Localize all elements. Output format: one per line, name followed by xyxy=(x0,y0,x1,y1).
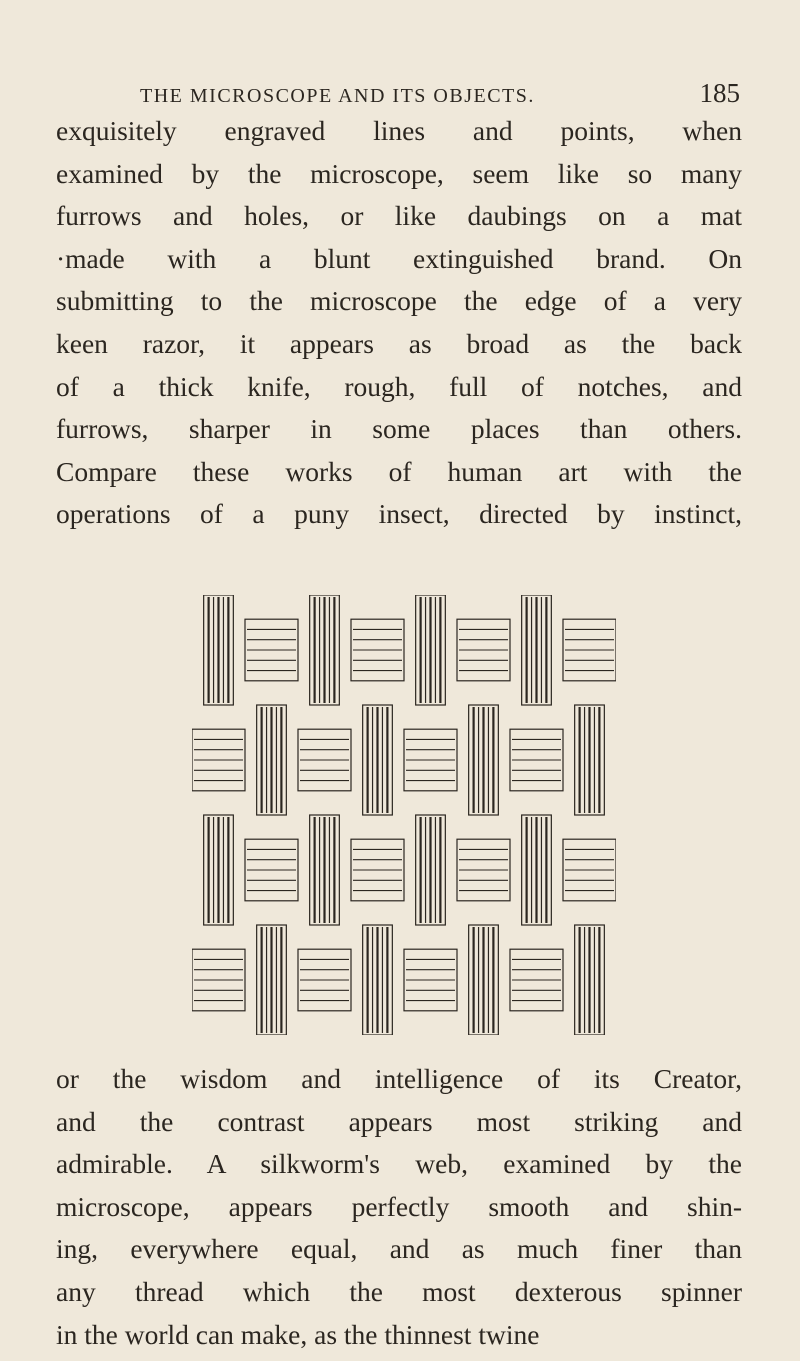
text-line: operations of a puny insect, directed by instinct, xyxy=(56,498,742,530)
text-line: Compare these works of human art with the xyxy=(56,455,742,487)
paragraph-top xyxy=(56,110,742,536)
text-line: keen razor, it appears as broad as the back xyxy=(56,327,742,359)
text-line: of a thick knife, rough, full of notches, and xyxy=(56,370,742,402)
running-head-title: THE MICROSCOPE AND ITS OBJECTS. xyxy=(140,85,535,107)
woven-silk-texture-illustration-icon xyxy=(192,595,616,1035)
text-line: admirable. A silkworm's web, examined by the xyxy=(56,1148,742,1180)
text-line: examined by the microscope, seem like so many xyxy=(56,157,742,189)
text-line: ing, everywhere equal, and as much finer than xyxy=(56,1233,742,1265)
text-line: furrows and holes, or like daubings on a mat xyxy=(56,200,742,232)
text-line: furrows, sharper in some places than others. xyxy=(56,413,742,445)
text-line: exquisitely engraved lines and points, when xyxy=(56,115,742,146)
paragraph-bottom xyxy=(56,1058,742,1356)
text-line: microscope, appears perfectly smooth and shin- xyxy=(56,1190,742,1222)
text-line: submitting to the microscope the edge of a very xyxy=(56,285,742,317)
page-number: 185 xyxy=(699,78,740,108)
text-line: any thread which the most dexterous spinner xyxy=(56,1275,742,1307)
text-line: and the contrast appears most striking and xyxy=(56,1105,742,1137)
text-line: or the wisdom and intelligence of its Creator, xyxy=(56,1063,742,1094)
text-line: ·made with a blunt extinguished brand. On xyxy=(56,242,742,274)
running-header xyxy=(140,78,740,109)
text-line: in the world can make, as the thinnest twine xyxy=(56,1318,540,1350)
woven-silk-figure xyxy=(192,595,616,1035)
